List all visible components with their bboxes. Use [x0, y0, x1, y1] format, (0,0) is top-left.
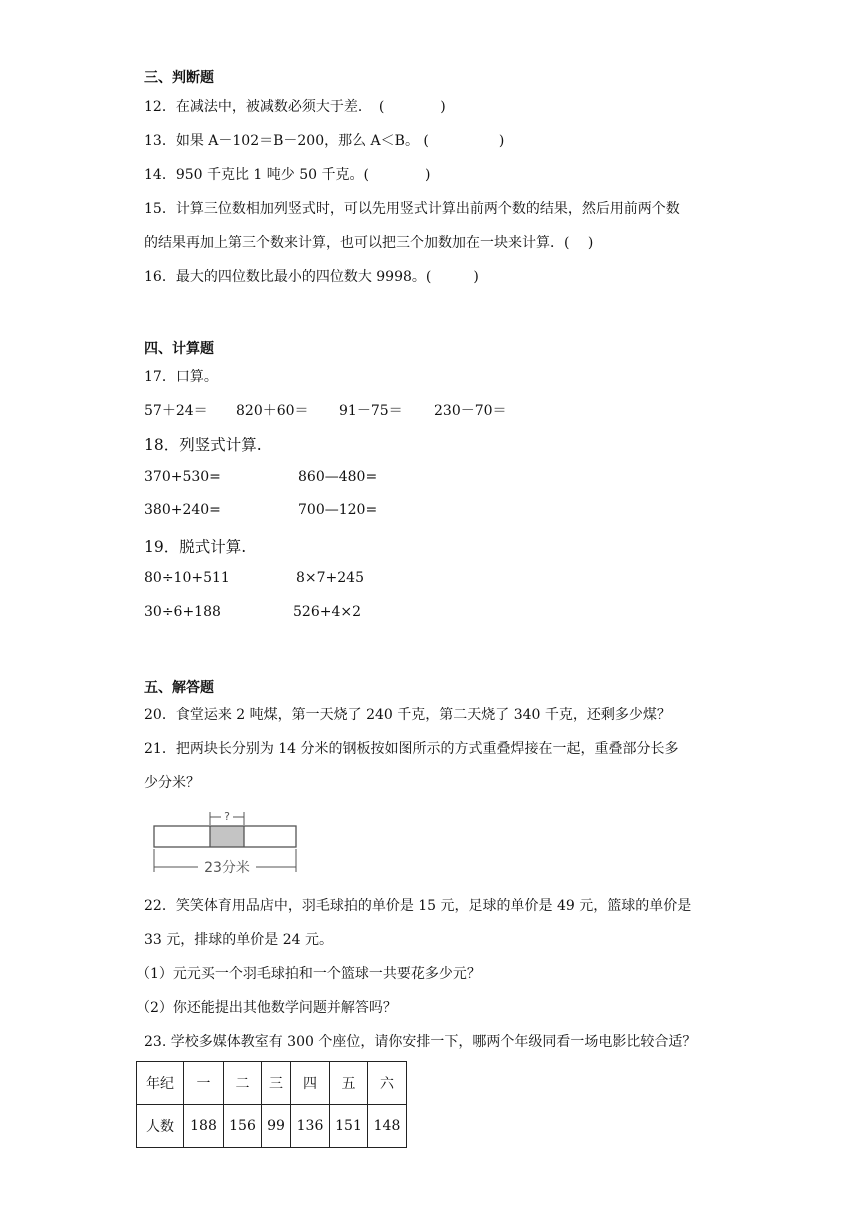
table-cell: 三 [262, 1062, 291, 1105]
vertical-calc-item: 860—480= [298, 469, 378, 485]
question-15-line-2: 的结果再加上第三个数来计算，也可以把三个加数加在一块来计算．( ) [144, 235, 594, 251]
table-header-cell: 人数 [137, 1105, 184, 1148]
vertical-calc-item: 380+240= [144, 502, 221, 518]
table-cell: 一 [184, 1062, 224, 1105]
total-length-label: 23分米 [204, 860, 250, 876]
question-17: 17．口算。 [144, 369, 218, 385]
table-row [137, 1105, 407, 1148]
question-22-sub-2: （2）你还能提出其他数学问题并解答吗？ [136, 1000, 397, 1016]
step-calc-item: 8×7+245 [296, 570, 364, 586]
question-15-line-1: 15．计算三位数相加列竖式时，可以先用竖式计算出前两个数的结果，然后用前两个数 [144, 201, 680, 217]
table-cell: 148 [368, 1105, 407, 1148]
question-22-line-2: 33 元，排球的单价是 24 元。 [144, 932, 333, 948]
question-20: 20．食堂运来 2 吨煤，第一天烧了 240 千克，第二天烧了 340 千克，还剩多少煤？ [144, 707, 671, 723]
question-16: 16．最大的四位数比最小的四位数大 9998。( ) [144, 269, 479, 285]
table-row [137, 1062, 407, 1105]
table-cell: 四 [291, 1062, 330, 1105]
step-calc-item: 30÷6+188 [144, 604, 221, 620]
oral-item: 230－70＝ [434, 403, 507, 419]
question-18: 18．列竖式计算. [144, 436, 262, 454]
table-cell: 六 [368, 1062, 407, 1105]
vertical-calc-item: 370+530= [144, 469, 221, 485]
section-3-heading: 三、判断题 [144, 70, 214, 86]
table-cell: 二 [224, 1062, 262, 1105]
question-13: 13．如果 A－102＝B－200，那么 A＜B。 ( ) [144, 133, 505, 149]
table-cell: 156 [224, 1105, 262, 1148]
overlap-question-mark: ? [224, 810, 230, 823]
question-21-line-2: 少分米？ [144, 775, 200, 791]
question-21-line-1: 21．把两块长分别为 14 分米的钢板按如图所示的方式重叠焊接在一起，重叠部分长多 [144, 741, 679, 757]
table-cell: 99 [262, 1105, 291, 1148]
vertical-calc-item: 700—120= [298, 502, 378, 518]
table-cell: 136 [291, 1105, 330, 1148]
section-4-heading: 四、计算题 [144, 341, 214, 357]
table-cell: 188 [184, 1105, 224, 1148]
grade-student-table [136, 1061, 407, 1148]
table-cell: 151 [330, 1105, 368, 1148]
question-22-line-1: 22．笑笑体育用品店中，羽毛球拍的单价是 15 元，足球的单价是 49 元，篮球的单价是 [144, 898, 692, 914]
step-calc-item: 526+4×2 [293, 604, 361, 620]
section-5-heading: 五、解答题 [144, 680, 214, 696]
oral-item: 91－75＝ [339, 403, 403, 419]
oral-item: 820＋60＝ [236, 403, 309, 419]
steel-plate-figure [148, 806, 308, 878]
question-19: 19．脱式计算. [144, 538, 247, 556]
overlap-region [210, 826, 244, 847]
table-cell: 五 [330, 1062, 368, 1105]
question-23: 23. 学校多媒体教室有 300 个座位，请你安排一下，哪两个年级同看一场电影比较合适？ [144, 1034, 697, 1050]
question-22-sub-1: （1）元元买一个羽毛球拍和一个篮球一共要花多少元？ [136, 966, 481, 982]
table-header-cell: 年纪 [137, 1062, 184, 1105]
step-calc-item: 80÷10+511 [144, 570, 230, 586]
question-14: 14．950 千克比 1 吨少 50 千克。( ) [144, 167, 431, 183]
oral-item: 57＋24＝ [144, 403, 208, 419]
question-12: 12．在减法中，被减数必须大于差． ( ) [144, 99, 446, 115]
